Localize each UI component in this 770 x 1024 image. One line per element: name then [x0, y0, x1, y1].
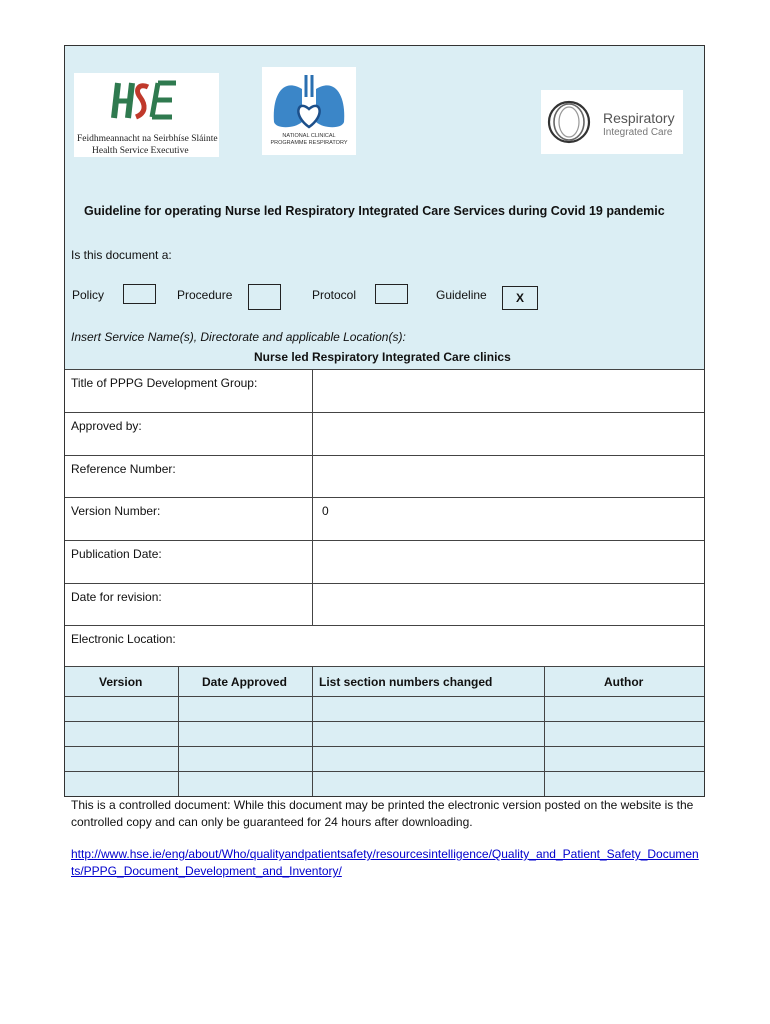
ncp-line2: PROGRAMME RESPIRATORY	[270, 140, 348, 146]
pppg-inventory-link[interactable]: http://www.hse.ie/eng/about/Who/qualityandpatientsafety/resourcesintelligence/Quality_and_Patient_Safety_Documents/PPPG_Document_Development_and_Inventory/	[71, 847, 699, 878]
guideline-label: Guideline	[436, 288, 487, 302]
author-header: Author	[604, 675, 644, 689]
ric-line1: Respiratory	[603, 110, 675, 126]
sections-changed-header: List section numbers changed	[319, 675, 493, 689]
hse-line1: Feidhmeannacht na Seirbhíse Sláinte	[77, 134, 218, 144]
field-label: Reference Number:	[71, 462, 176, 476]
field-label: Date for revision:	[71, 590, 162, 604]
field-label: Approved by:	[71, 419, 142, 433]
field-label: Title of PPPG Development Group:	[71, 376, 258, 390]
field-label: Electronic Location:	[71, 632, 176, 646]
document-type-question: Is this document a:	[71, 248, 172, 262]
ric-line2: Integrated Care	[603, 127, 673, 138]
field-label: Version Number:	[71, 504, 161, 518]
policy-label: Policy	[72, 288, 105, 302]
form-border	[64, 45, 705, 797]
service-prompt: Insert Service Name(s), Directorate and applicable Location(s):	[71, 330, 406, 344]
service-name: Nurse led Respiratory Integrated Care clinics	[254, 350, 511, 364]
field-value[interactable]: 0	[322, 504, 329, 518]
procedure-label: Procedure	[177, 288, 233, 302]
hse-line2: Health Service Executive	[92, 146, 189, 156]
date-approved-header: Date Approved	[202, 675, 287, 689]
document-title: Guideline for operating Nurse led Respiratory Integrated Care Services during Covid 19 pandemic	[84, 204, 665, 218]
field-label: Publication Date:	[71, 547, 162, 561]
version-header: Version	[99, 675, 143, 689]
controlled-document-notice: This is a controlled document: While this document may be printed the electronic version posted on the website is the controlled copy and can only be guaranteed for 24 hours after downloading.	[71, 798, 694, 829]
guideline-check-mark: X	[515, 291, 524, 305]
protocol-label: Protocol	[312, 288, 357, 302]
ncp-line1: NATIONAL CLINICAL	[282, 133, 336, 139]
